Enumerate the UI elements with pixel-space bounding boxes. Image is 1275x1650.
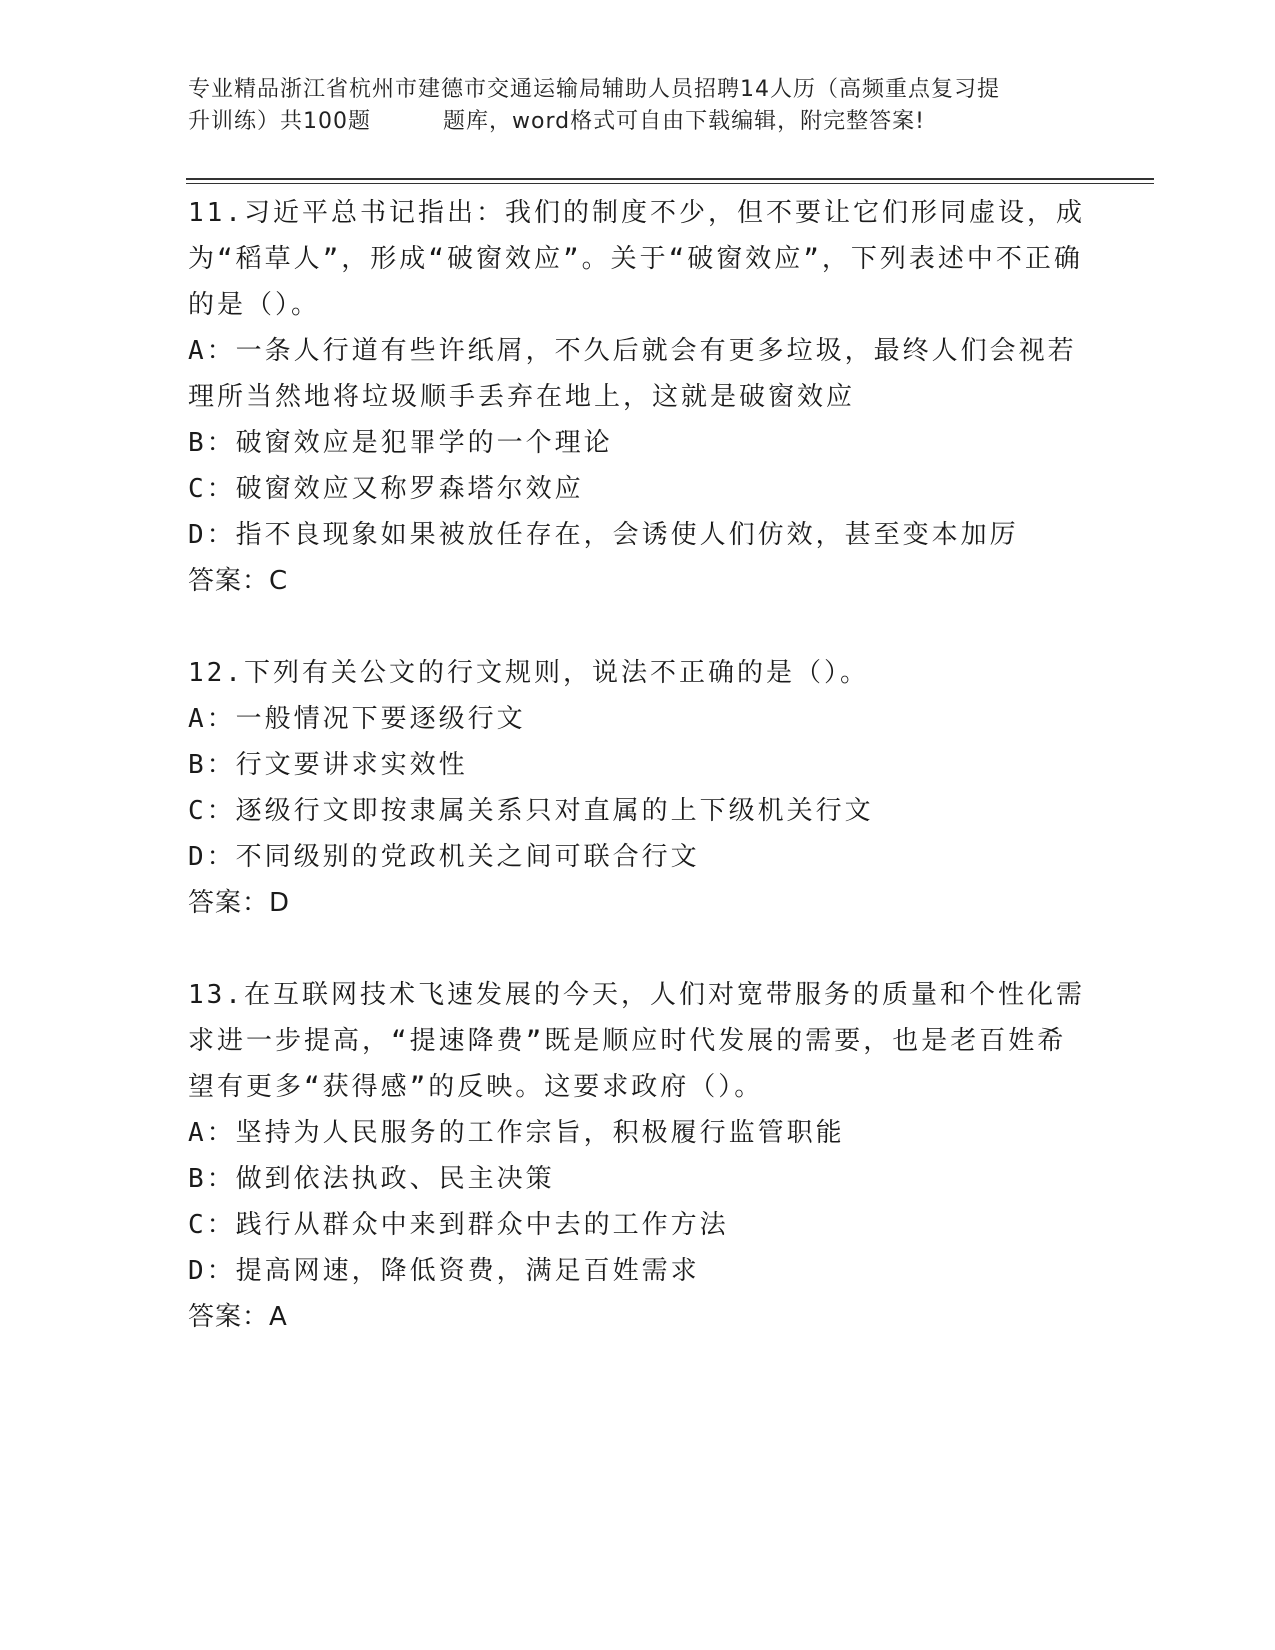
question-stem: 12.下列有关公文的行文规则，说法不正确的是（）。 xyxy=(188,658,869,688)
option-c: C：逐级行文即按隶属关系只对直属的上下级机关行文 xyxy=(188,796,874,826)
option-b: B：破窗效应是犯罪学的一个理论 xyxy=(188,428,613,458)
option-d: D：提高网速，降低资费，满足百姓需求 xyxy=(188,1256,700,1286)
question-12 xyxy=(188,650,1088,926)
option-d: D：不同级别的党政机关之间可联合行文 xyxy=(188,842,700,872)
question-11 xyxy=(188,190,1088,604)
header-divider-thick xyxy=(186,178,1154,180)
header-divider-thin xyxy=(186,183,1154,184)
option-c: C：破窗效应又称罗森塔尔效应 xyxy=(188,474,584,504)
option-a: A：一般情况下要逐级行文 xyxy=(188,704,526,734)
header-line-2 xyxy=(188,106,1088,138)
question-list xyxy=(188,190,1088,1386)
answer-line: 答案：D xyxy=(188,888,291,918)
answer-line: 答案：C xyxy=(188,566,289,596)
option-b: B：行文要讲求实效性 xyxy=(188,750,468,780)
question-stem: 11.习近平总书记指出：我们的制度不少，但不要让它们形同虚设，成为“稻草人”，形成“破窗效应”。关于“破窗效应”，下列表述中不正确的是（）。 xyxy=(188,198,1085,320)
question-stem: 13.在互联网技术飞速发展的今天，人们对宽带服务的质量和个性化需求进一步提高，“提速降费”既是顺应时代发展的需要，也是老百姓希望有更多“获得感”的反映。这要求政府（）。 xyxy=(188,980,1085,1102)
header-line-2-part-2: 题库，word格式可自由下载编辑，附完整答案! xyxy=(443,109,925,134)
answer-line: 答案：A xyxy=(188,1302,288,1332)
document-header xyxy=(188,74,1088,138)
option-a: A：坚持为人民服务的工作宗旨，积极履行监管职能 xyxy=(188,1118,845,1148)
option-c: C：践行从群众中来到群众中去的工作方法 xyxy=(188,1210,729,1240)
question-13 xyxy=(188,972,1088,1340)
option-b: B：做到依法执政、民主决策 xyxy=(188,1164,555,1194)
option-d: D：指不良现象如果被放任存在，会诱使人们仿效，甚至变本加厉 xyxy=(188,520,1019,550)
option-a: A：一条人行道有些许纸屑，不久后就会有更多垃圾，最终人们会视若理所当然地将垃圾顺手丢弃在地上，这就是破窗效应 xyxy=(188,336,1077,412)
header-line-2-part-1: 升训练）共100题 xyxy=(188,109,371,134)
header-line-1: 专业精品浙江省杭州市建德市交通运输局辅助人员招聘14人历（高频重点复习提 xyxy=(188,77,1000,102)
